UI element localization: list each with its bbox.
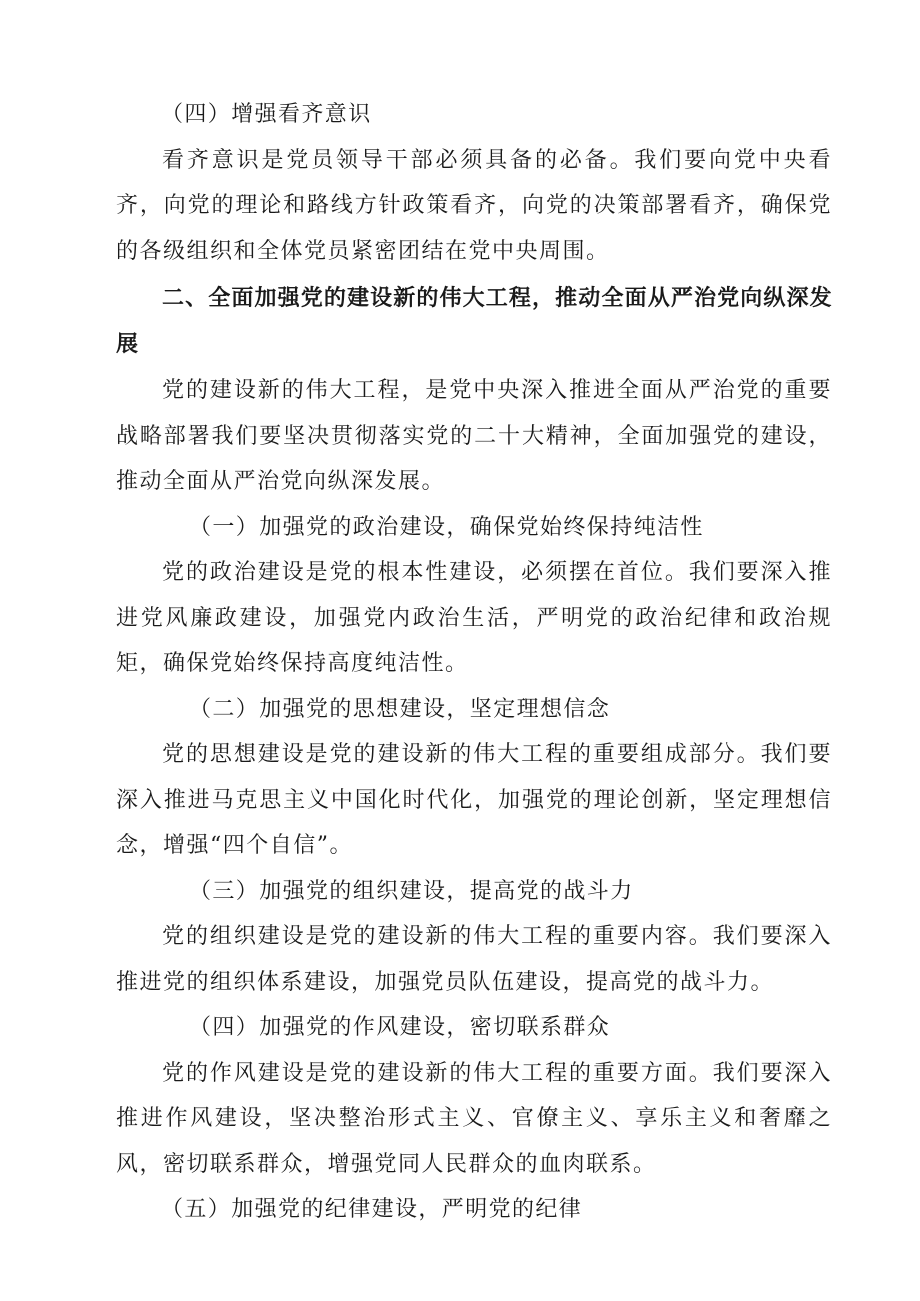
subsection-heading-organizational-building: （三）加强党的组织建设，提高党的战斗力 [189, 878, 634, 904]
subsection-heading-ideological-building: （二）加强党的思想建设，坚定理想信念 [189, 696, 611, 722]
paragraph-work-style-building: 党的作风建设是党的建设新的伟大工程的重要方面。我们要深入推进作风建设，坚决整治形式主义、官僚主义、享乐主义和奢靡之风，密切联系群众，增强党同人民群众的血肉联系。 [116, 1060, 832, 1177]
subsection-heading-political-building: （一）加强党的政治建设，确保党始终保持纯洁性 [189, 514, 704, 540]
subsection-heading-discipline-building: （五）加强党的纪律建设，严明党的纪律 [161, 1197, 583, 1222]
subsection-heading-work-style-building: （四）加强党的作风建设，密切联系群众 [189, 1015, 611, 1040]
section-heading-party-building: 二、全面加强党的建设新的伟大工程，推动全面从严治党向纵深发展 [116, 286, 832, 357]
paragraph-organizational-building: 党的组织建设是党的建设新的伟大工程的重要内容。我们要深入推进党的组织体系建设，加强党员队伍建设，提高党的战斗力。 [116, 924, 832, 995]
paragraph-party-building-project: 党的建设新的伟大工程，是党中央深入推进全面从严治党的重要战略部署我们要坚决贯彻落实党的二十大精神，全面加强党的建设，推动全面从严治党向纵深发展。 [116, 378, 832, 494]
paragraph-political-building: 党的政治建设是党的根本性建设，必须摆在首位。我们要深入推进党风廉政建设，加强党内政治生活，严明党的政治纪律和政治规矩，确保党始终保持高度纯洁性。 [116, 560, 832, 676]
subsection-heading-strengthen-alignment: （四）增强看齐意识 [161, 102, 372, 127]
paragraph-alignment-awareness: 看齐意识是党员领导干部必须具备的必备。我们要向党中央看齐，向党的理论和路线方针政策看齐，向党的决策部署看齐，确保党的各级组织和全体党员紧密团结在党中央周围。 [116, 147, 832, 264]
paragraph-ideological-building: 党的思想建设是党的建设新的伟大工程的重要组成部分。我们要深入推进马克思主义中国化时代化，加强党的理论创新，坚定理想信念，增强“四个自信”。 [116, 742, 832, 858]
